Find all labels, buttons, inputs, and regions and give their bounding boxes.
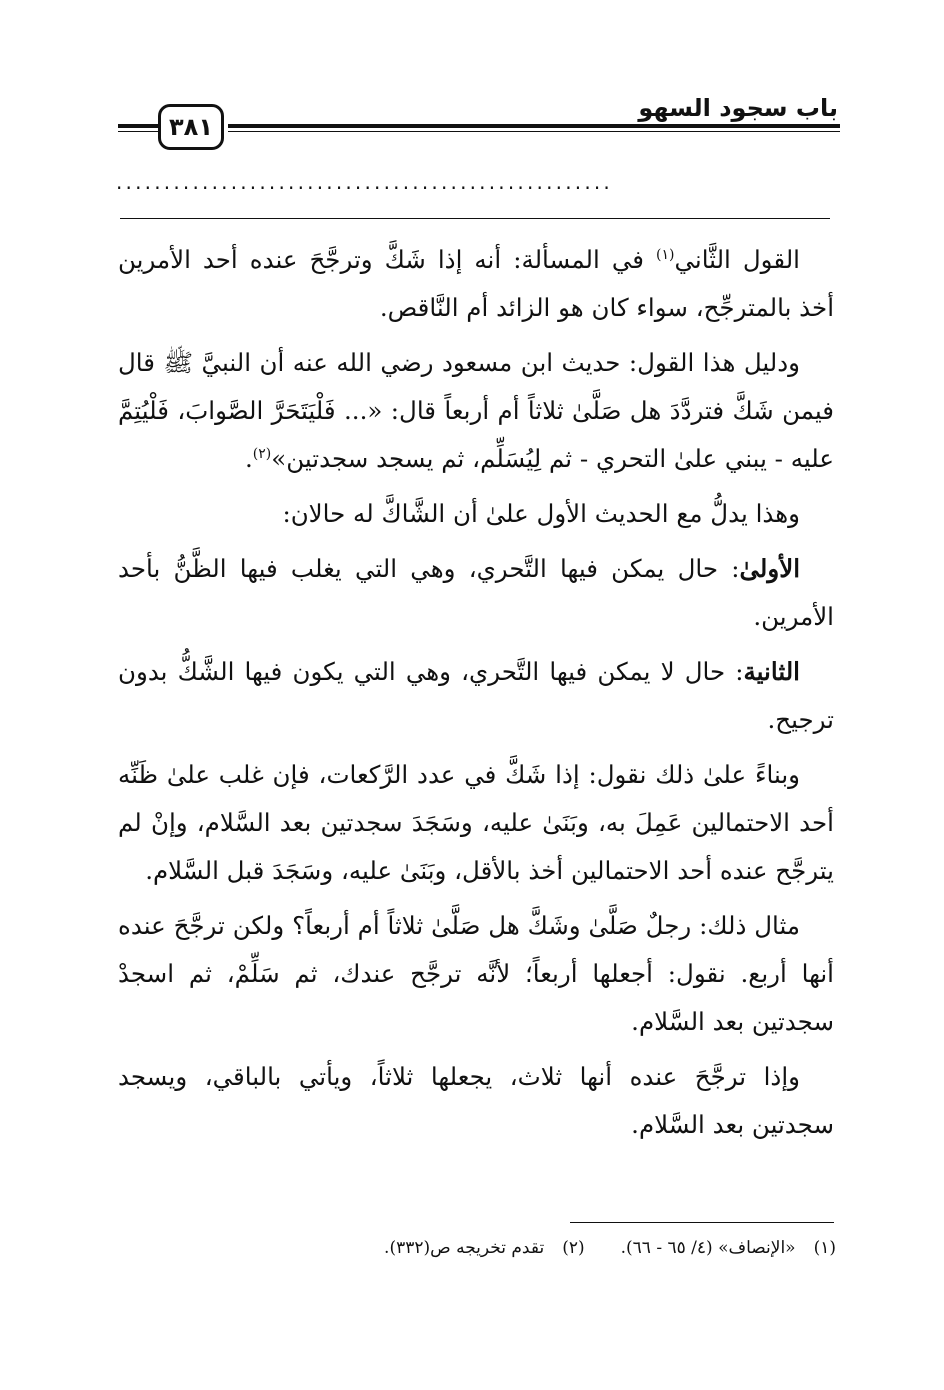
- ellipsis-dots: ....................................................: [116, 170, 613, 194]
- footnote-2-text: تقدم تخريجه ص(٣٣٢).: [384, 1238, 545, 1258]
- body-text: [118, 236, 834, 1156]
- footnote-1: [621, 1238, 836, 1258]
- footnote-1-number: (١): [813, 1238, 836, 1258]
- paragraph-3: وهذا يدلُّ مع الحديث الأول علىٰ أن الشَّاكَّ له حالان:: [282, 499, 800, 528]
- p4-label: الأولىٰ: [739, 554, 800, 583]
- paragraph-8: وإذا ترجَّحَ عنده أنها ثلاث، يجعلها ثلاثاً، ويأتي بالباقي، ويسجد سجدتين بعد السَّلام.: [118, 1062, 834, 1139]
- paragraph-2: [118, 339, 834, 483]
- p4-text: : حال يمكن فيها التَّحري، وهي التي يغلب فيها الظَّنُّ بأحد الأمرين.: [118, 554, 834, 631]
- paragraph-1: [118, 236, 834, 332]
- p1-text-b: في المسألة: أنه إذا شَكَّ وترجَّحَ عنده أحد الأمرين أخذ بالمترجِّح، سواء كان هو الزائد أم النَّاقص.: [118, 245, 834, 322]
- footnote-2: [384, 1238, 585, 1258]
- p5-text: : حال لا يمكن فيها التَّحري، وهي التي يكون فيها الشَّكُّ بدون ترجيح.: [118, 657, 834, 734]
- p2-text-b: .: [245, 444, 253, 473]
- paragraph-5: [118, 648, 834, 744]
- paragraph-7: مثال ذلك: رجلٌ صَلَّىٰ وشَكَّ هل صَلَّىٰ ثلاثاً أم أربعاً؟ ولكن ترجَّحَ عنده أنها أربع. نقول: أجعلها أربعاً؛ لأنَّه ترجَّح عندك، ثم سَلِّمْ، ثم اسجدْ سجدتين بعد السَّلام.: [118, 911, 834, 1036]
- footnote-rule: [570, 1222, 834, 1223]
- header-rule-thin: [228, 131, 840, 132]
- footnote-ref-2[interactable]: (٢): [252, 445, 272, 462]
- header-rule-left-thin: [118, 131, 158, 132]
- paragraph-6: وبناءً علىٰ ذلك نقول: إذا شَكَّ في عدد الرَّكعات، فإن غلب علىٰ ظَنِّه أحد الاحتمالين عَمِلَ به، وبَنَىٰ عليه، وسَجَدَ سجدتين بعد السَّلام، وإنْ لم يترجَّح عنده أحد الاحتمالين أخذ بالأقل، وبَنَىٰ عليه، وسَجَدَ قبل السَّلام.: [118, 760, 834, 885]
- footnote-2-number: (٢): [562, 1238, 585, 1258]
- header-rule-thick: [228, 124, 840, 128]
- footnote-1-text: «الإنصاف» (٤/ ٦٥ - ٦٦).: [620, 1238, 796, 1258]
- p2-text-a: ودليل هذا القول: حديث ابن مسعود رضي الله عنه أن النبيَّ ﷺ قال فيمن شَكَّ فتردَّدَ هل صَلَّىٰ ثلاثاً أم أربعاً قال: «... فَلْيَتَحَرَّ الصَّوابَ، فَلْيُتِمَّ عليه - يبني علىٰ التحري - ثم لِيُسَلِّم، ثم يسجد سجدتين»: [118, 348, 834, 473]
- footnotes: [160, 1238, 836, 1258]
- page-number: ٣٨١: [158, 104, 224, 150]
- p1-text-a: القول الثَّاني: [674, 245, 800, 274]
- footnote-ref-1[interactable]: (١): [656, 246, 675, 263]
- header-rule-left-thick: [118, 124, 158, 128]
- separator-line: [120, 218, 830, 219]
- paragraph-4: [118, 545, 834, 641]
- p5-label: الثانية: [743, 657, 800, 686]
- chapter-title: باب سجود السهو: [638, 94, 838, 122]
